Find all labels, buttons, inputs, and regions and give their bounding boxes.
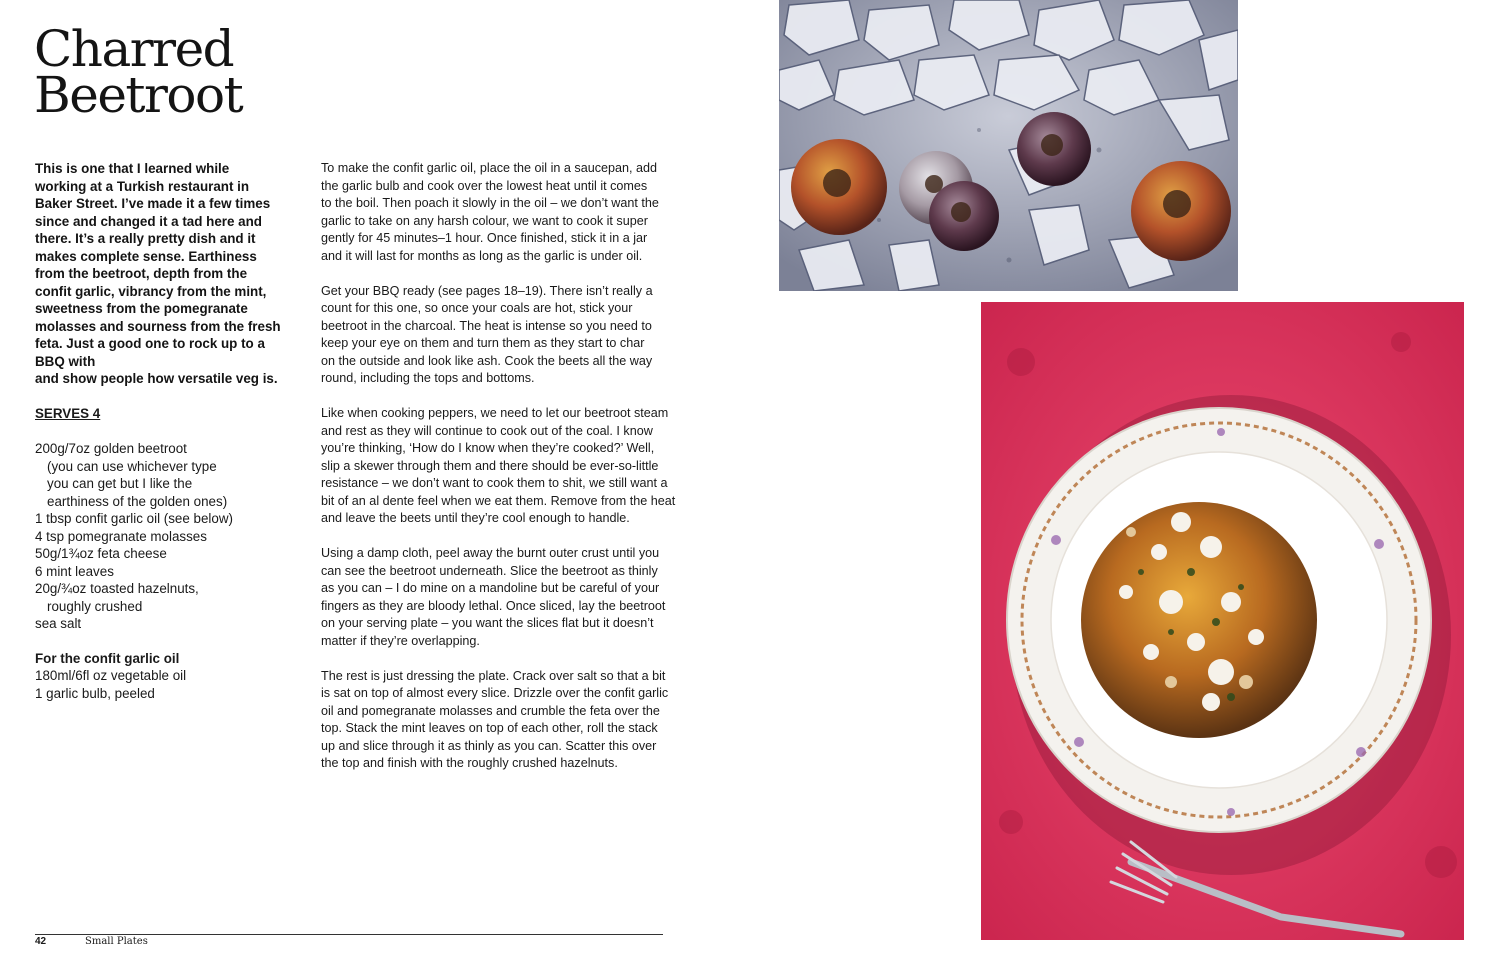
method-line: top. Stack the mint leaves on top of each other, roll the stack xyxy=(321,721,658,735)
intro-line: since and changed it a tad here and xyxy=(35,213,262,229)
method-line: as you can – I do mine on a mandoline but be careful of your xyxy=(321,581,660,595)
page-number: 42 xyxy=(35,936,47,947)
method-step xyxy=(321,545,666,650)
ingredient-item: you can get but I like the xyxy=(47,476,193,491)
method-line: bit of an al dente feel when we eat them. Remove from the heat xyxy=(321,493,676,508)
intro-line: makes complete sense. Earthiness xyxy=(35,248,257,264)
intro-line: BBQ with xyxy=(35,353,96,369)
plated-dish-illustration xyxy=(981,302,1464,940)
method-step xyxy=(321,405,676,528)
method-line: to the boil. Then poach it slowly in the oil – we don’t want the xyxy=(321,196,659,210)
beetroot-carpaccio xyxy=(1081,502,1317,738)
method-line: fingers as they are bloody lethal. Once sliced, lay the beetroot xyxy=(321,598,666,613)
method-line: on the outside and look like ash. Cook the beets all the way xyxy=(321,353,653,368)
ingredient-item: roughly crushed xyxy=(47,598,143,614)
method-line: oil and pomegranate molasses and crumble the feta over the xyxy=(321,703,660,718)
intro-line: sweetness from the pomegranate xyxy=(35,301,248,316)
method-step xyxy=(321,668,669,773)
intro-line: from the beetroot, depth from the xyxy=(35,266,248,281)
ingredient-item: 6 mint leaves xyxy=(35,563,114,579)
method-line: keep your eye on them and turn them as they start to char xyxy=(321,336,645,350)
method-line: beetroot in the charcoal. The heat is intense so you need to xyxy=(321,318,652,333)
intro-line: molasses and sourness from the fresh xyxy=(35,318,281,334)
method-line: Get your BBQ ready (see pages 18–19). There isn’t really a xyxy=(321,283,653,298)
method-line: gently for 45 minutes–1 hour. Once finished, stick it in a jar xyxy=(321,231,648,245)
ingredient-item: 50g/1¾oz feta cheese xyxy=(35,546,167,561)
method-line: can see the beetroot underneath. Slice the beetroot as thinly xyxy=(321,563,658,578)
method-line: the garlic bulb and cook over the lowest heat until it comes xyxy=(321,178,648,193)
method-column xyxy=(321,160,676,790)
method-line: and leave the beets until they’re cool enough to handle. xyxy=(321,511,630,525)
method-line: count for this one, so once your coals are hot, stick your xyxy=(321,301,633,315)
method-line: Like when cooking peppers, we need to let our beetroot steam xyxy=(321,406,669,420)
ingredient-item: earthiness of the golden ones) xyxy=(47,493,228,509)
method-line: garlic to take on any harsh colour, we want to cook it super xyxy=(321,213,648,228)
method-line: on your serving plate – you want the slices flat but it doesn’t xyxy=(321,616,654,630)
plated-beetroot-photo xyxy=(981,302,1464,940)
section-name: Small Plates xyxy=(85,936,148,947)
method-line: the top and finish with the roughly crushed hazelnuts. xyxy=(321,756,618,770)
intro-line: and show people how versatile veg is. xyxy=(35,371,278,386)
ingredient-item: sea salt xyxy=(35,616,82,631)
method-line: is sat on top of almost every slice. Drizzle over the confit garlic xyxy=(321,686,669,700)
footer-divider xyxy=(35,934,663,935)
method-line: and rest as they will continue to cook out of the coal. I know xyxy=(321,423,653,438)
confit-oil-heading: For the confit garlic oil xyxy=(35,651,180,666)
recipe-title-line-1: Charred xyxy=(34,20,234,78)
method-line: up and slice through it as thinly as you can. Scatter this over xyxy=(321,738,657,753)
serves-label: SERVES 4 xyxy=(35,406,101,421)
method-line: resistance – we don’t want to cook them to shit, we still want a xyxy=(321,476,668,490)
ingredient-item: 20g/¾oz toasted hazelnuts, xyxy=(35,581,199,596)
method-line: slip a skewer through them and there should be ever-so-little xyxy=(321,458,659,473)
ingredient-item: 200g/7oz golden beetroot xyxy=(35,441,187,456)
method-line: and it will last for months as long as the garlic is under oil. xyxy=(321,248,643,263)
recipe-title xyxy=(34,20,243,124)
method-line: Using a damp cloth, peel away the burnt outer crust until you xyxy=(321,546,660,560)
ingredient-item: 4 tsp pomegranate molasses xyxy=(35,528,207,544)
intro-line: This is one that I learned while xyxy=(35,161,230,176)
method-line: round, including the tops and bottoms. xyxy=(321,371,535,385)
recipe-intro xyxy=(35,160,280,388)
charcoal-beetroot-photo xyxy=(779,0,1238,291)
ingredient-item: 1 tbsp confit garlic oil (see below) xyxy=(35,511,233,526)
ingredient-item: (you can use whichever type xyxy=(47,458,217,474)
ingredient-list xyxy=(35,440,285,633)
method-step xyxy=(321,283,666,388)
charcoal-beetroot-illustration xyxy=(779,0,1238,291)
ingredient-item: 1 garlic bulb, peeled xyxy=(35,685,155,701)
method-step xyxy=(321,160,666,265)
intro-line: Baker Street. I’ve made it a few times xyxy=(35,196,271,211)
method-line: To make the confit garlic oil, place the oil in a saucepan, add xyxy=(321,161,658,175)
intro-line: feta. Just a good one to rock up to a xyxy=(35,336,265,351)
confit-ingredient-list xyxy=(35,667,186,702)
ingredient-item: 180ml/6fl oz vegetable oil xyxy=(35,668,187,683)
method-line: The rest is just dressing the plate. Crack over salt so that a bit xyxy=(321,668,666,683)
intro-line: there. It’s a really pretty dish and it xyxy=(35,231,256,246)
recipe-title-line-2: Beetroot xyxy=(34,66,243,124)
method-line: you’re thinking, ‘How do I know when they’re cooked?’ Well, xyxy=(321,441,655,455)
method-line: matter if they’re overlapping. xyxy=(321,633,480,648)
intro-line: working at a Turkish restaurant in xyxy=(35,178,250,194)
intro-line: confit garlic, vibrancy from the mint, xyxy=(35,283,267,299)
